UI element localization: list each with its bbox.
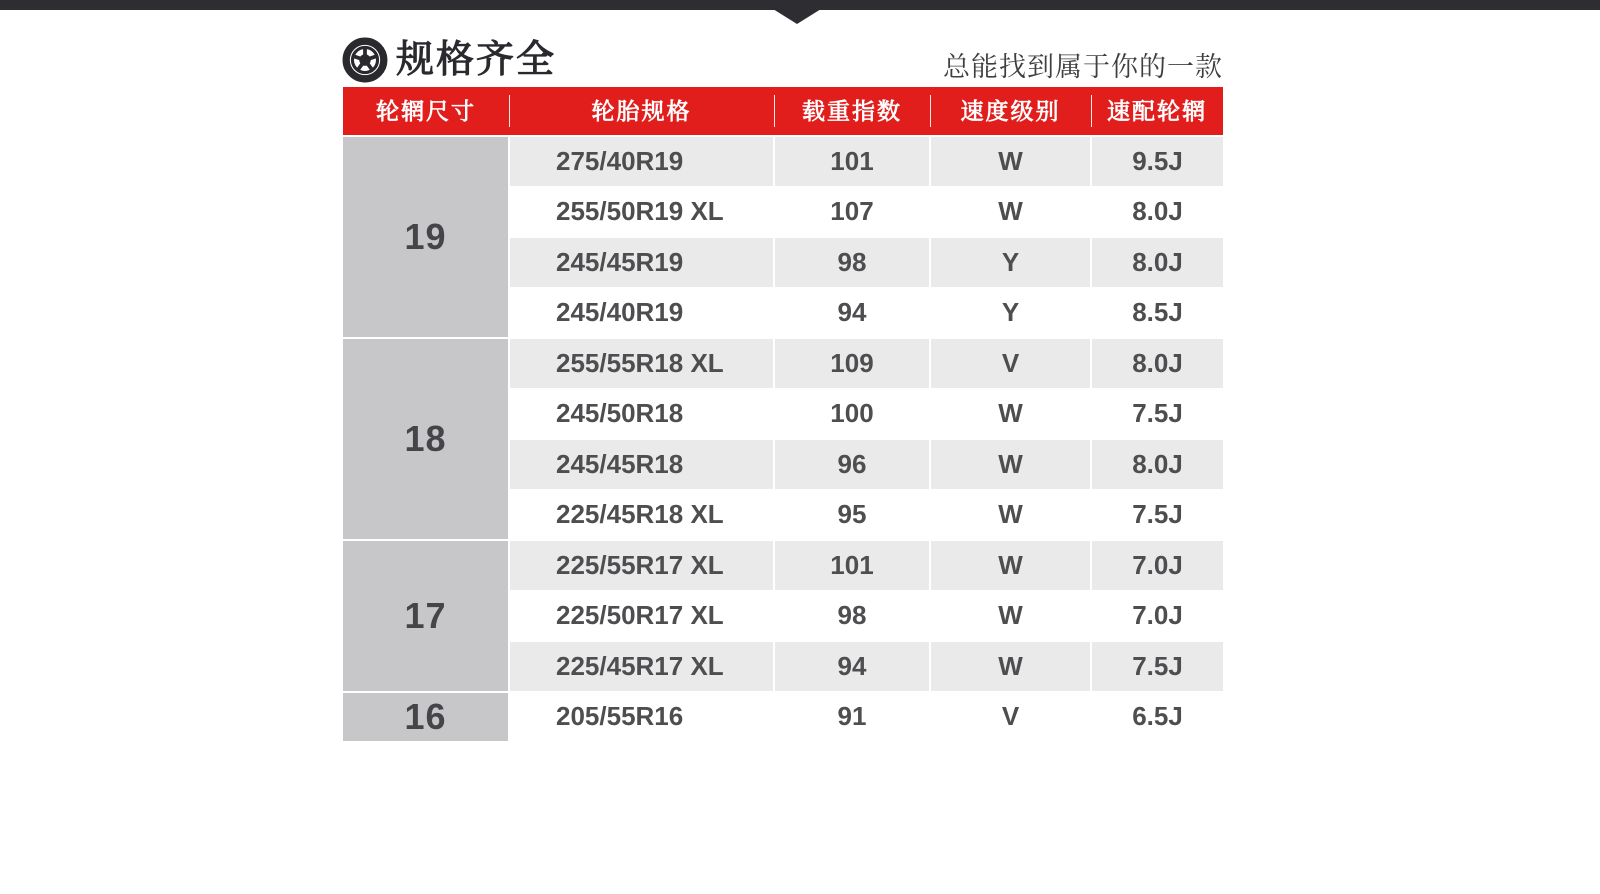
load-index-cell: 101 — [775, 541, 929, 590]
speed-rating-cell: W — [931, 440, 1090, 489]
matching-rim-cell: 7.0J — [1092, 541, 1223, 590]
load-index-cell: 94 — [775, 289, 929, 338]
matching-rim-cell: 8.0J — [1092, 339, 1223, 388]
tire-spec-cell: 245/45R18 — [510, 440, 773, 489]
wheel-icon — [342, 37, 388, 83]
matching-rim-cell: 7.0J — [1092, 592, 1223, 641]
spec-table-body — [343, 137, 1223, 741]
header-divider — [930, 95, 931, 127]
section-header — [342, 36, 556, 84]
load-index-cell: 98 — [775, 238, 929, 287]
header-divider — [509, 95, 510, 127]
rim-size-cell: 18 — [343, 339, 508, 539]
speed-rating-cell: W — [931, 491, 1090, 540]
header-divider — [774, 95, 775, 127]
matching-rim-cell: 7.5J — [1092, 642, 1223, 691]
tire-spec-cell: 255/55R18 XL — [510, 339, 773, 388]
tire-spec-cell: 255/50R19 XL — [510, 188, 773, 237]
speed-rating-cell: V — [931, 339, 1090, 388]
load-index-cell: 109 — [775, 339, 929, 388]
load-index-cell: 100 — [775, 390, 929, 439]
matching-rim-cell: 8.0J — [1092, 238, 1223, 287]
column-header-matching-rim: 速配轮辋 — [1107, 98, 1207, 124]
load-index-cell: 95 — [775, 491, 929, 540]
matching-rim-cell: 8.5J — [1092, 289, 1223, 338]
matching-rim-cell: 7.5J — [1092, 491, 1223, 540]
load-index-cell: 96 — [775, 440, 929, 489]
rim-size-cell: 19 — [343, 137, 508, 337]
load-index-cell: 107 — [775, 188, 929, 237]
header-divider — [1091, 95, 1092, 127]
matching-rim-cell: 6.5J — [1092, 693, 1223, 742]
speed-rating-cell: Y — [931, 289, 1090, 338]
matching-rim-cell: 7.5J — [1092, 390, 1223, 439]
rim-size-cell: 16 — [343, 693, 508, 742]
tire-spec-cell: 225/55R17 XL — [510, 541, 773, 590]
speed-rating-cell: Y — [931, 238, 1090, 287]
down-arrow-icon — [773, 9, 821, 24]
matching-rim-cell: 9.5J — [1092, 137, 1223, 186]
speed-rating-cell: W — [931, 642, 1090, 691]
matching-rim-cell: 8.0J — [1092, 440, 1223, 489]
column-header-tire-spec: 轮胎规格 — [591, 98, 692, 124]
matching-rim-cell: 8.0J — [1092, 188, 1223, 237]
tire-spec-cell: 225/45R18 XL — [510, 491, 773, 540]
rim-size-cell: 17 — [343, 541, 508, 691]
tire-spec-cell: 245/40R19 — [510, 289, 773, 338]
speed-rating-cell: W — [931, 137, 1090, 186]
load-index-cell: 94 — [775, 642, 929, 691]
load-index-cell: 98 — [775, 592, 929, 641]
speed-rating-cell: W — [931, 390, 1090, 439]
tire-spec-cell: 225/45R17 XL — [510, 642, 773, 691]
speed-rating-cell: W — [931, 592, 1090, 641]
section-subtitle: 总能找到属于你的一款 — [943, 52, 1223, 82]
speed-rating-cell: W — [931, 541, 1090, 590]
tire-spec-cell: 275/40R19 — [510, 137, 773, 186]
speed-rating-cell: V — [931, 693, 1090, 742]
load-index-cell: 91 — [775, 693, 929, 742]
section-title: 规格齐全 — [396, 39, 557, 81]
column-header-load-index: 载重指数 — [802, 98, 902, 124]
tire-spec-cell: 245/45R19 — [510, 238, 773, 287]
tire-spec-cell: 245/50R18 — [510, 390, 773, 439]
speed-rating-cell: W — [931, 188, 1090, 237]
load-index-cell: 101 — [775, 137, 929, 186]
tire-spec-cell: 225/50R17 XL — [510, 592, 773, 641]
column-header-speed-rating: 速度级别 — [960, 98, 1061, 124]
column-header-rim-size: 轮辋尺寸 — [376, 98, 476, 124]
tire-spec-cell: 205/55R16 — [510, 693, 773, 742]
table-header-row — [343, 87, 1223, 135]
